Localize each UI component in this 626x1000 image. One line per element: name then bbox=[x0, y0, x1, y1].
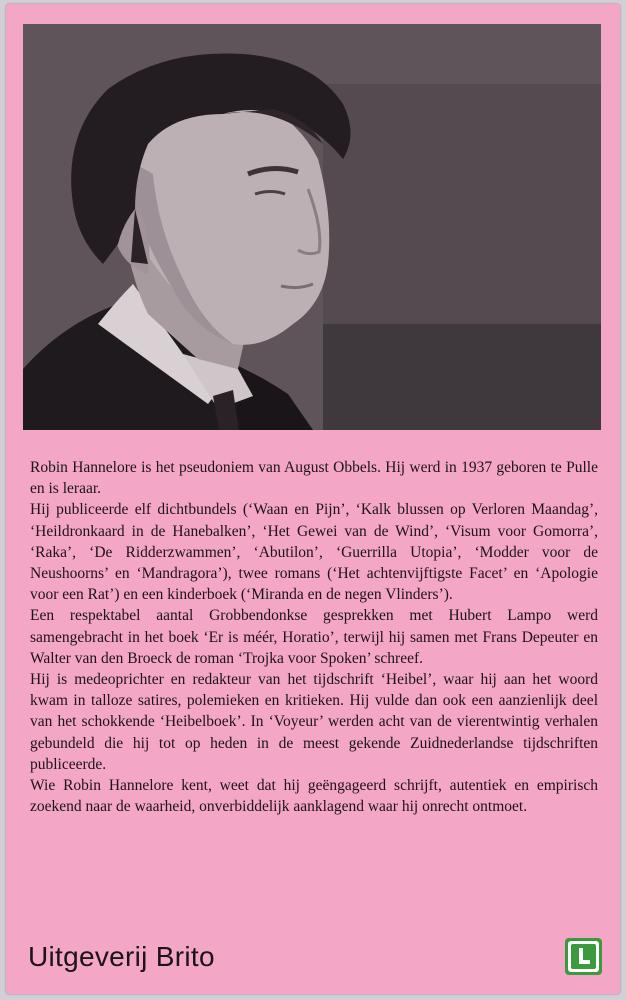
back-cover bbox=[6, 4, 620, 994]
publisher-name: Uitgeverij Brito bbox=[28, 941, 215, 972]
bio-paragraph: Wie Robin Hannelore kent, weet dat hij geëngageerd schrijft, autentiek en empirisch zoekend naar de waarheid, onverbiddelijk aanklagend waar hij onrecht ontmoet. bbox=[30, 777, 598, 816]
bio-paragraph: Een respektabel aantal Grobbendonkse gesprekken met Hubert Lampo werd samengebracht in het boek ‘Er is méér, Horatio’, terwijl hij samen met Frans Depeuter en Walter van den Broeck de roman ‘Trojka voor Spoken’ schreef. bbox=[30, 607, 598, 667]
bio-paragraph: Robin Hannelore is het pseudoniem van August Obbels. Hij werd in 1937 geboren te Pulle en is leraar. bbox=[30, 459, 598, 498]
author-photo bbox=[23, 24, 601, 430]
watermark-logo-icon bbox=[565, 938, 602, 975]
author-portrait-image bbox=[23, 24, 601, 430]
bio-paragraph: Hij publiceerde elf dichtbundels (‘Waan en Pijn’, ‘Kalk blussen op Verloren Maandag’, ‘Heildronkaard in de Hanebalken’, ‘Het Gewei van de Wind’, ‘Visum voor Gomorra’, ‘Raka’, ‘De Ridderzwammen’, ‘Abutilon’, ‘Guerrilla Utopia’, ‘Modder voor de Neushoorns’ en ‘Mandragora’), twee romans (‘Het achtenvijftigste Facet’ en ‘Apologie voor een Rat’) en een kinderboek (‘Miranda en de negen Vlinders’). bbox=[30, 501, 598, 604]
author-biography bbox=[30, 457, 598, 817]
bio-paragraph: Hij is medeoprichter en redakteur van het tijdschrift ‘Heibel’, waar hij aan het woord kwam in talloze satires, polemieken en kritieken. Hij vulde dan ook een aanzienlijk deel van het schokkende ‘Heibelboek’. In ‘Voyeur’ werden acht van de vierentwintig verhalen gebundeld die hij tot op heden in de meest gekende Zuidnederlandse tijdschriften publiceerde. bbox=[30, 671, 598, 773]
